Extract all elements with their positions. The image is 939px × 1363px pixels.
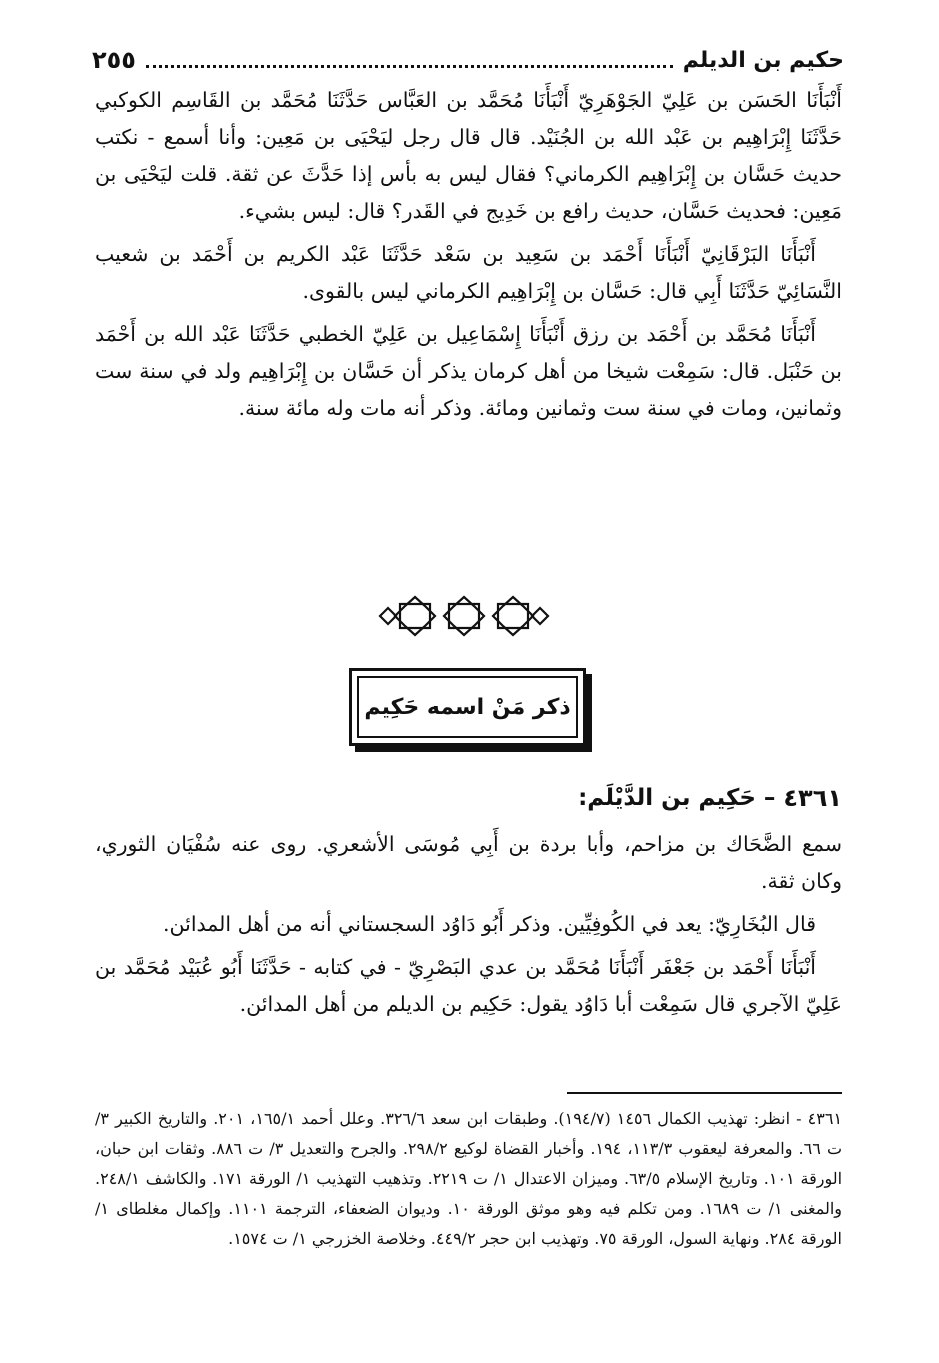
section-title-box: [349, 668, 586, 746]
entry-dash: –: [763, 785, 776, 811]
header-dot-leader: [146, 65, 673, 68]
previous-entry-text: [95, 82, 842, 433]
page-number: ٢٥٥: [92, 46, 136, 74]
entry-number: ٤٣٦١: [783, 784, 842, 812]
footnote-rule: [567, 1092, 842, 1094]
paragraph: سمع الضَّحَاك بن مزاحم، وأبا بردة بن أَبِي مُوسَى الأشعري. روى عنه سُفْيَان الثوري، وكان ثقة.: [95, 832, 842, 893]
footnote: [95, 1104, 842, 1254]
paragraph: قال البُخَارِيّ: يعد في الكُوفِيِّين. وذكر أَبُو دَاوُد السجستاني أنه من أهل المدائن.: [163, 912, 816, 936]
paragraph: أَنْبَأَنَا مُحَمَّد بن أَحْمَد بن رزق أَنْبَأَنَا إِسْمَاعِيل بن عَلِيّ الخطبي حَدَّثَنَا عَبْد الله بن أَحْمَد بن حَنْبَل. قال: سَمِعْت شيخا من أهل كرمان يذكر أن حَسَّان بن إِبْرَاهِيم ولد في سنة ست وثمانين، ومات في سنة ست وثمانين ومائة. وذكر أنه مات وله مائة سنة.: [95, 322, 842, 420]
ornament-divider: [378, 594, 550, 638]
section-title: ذكر مَنْ اسمه حَكِيم: [357, 676, 578, 738]
entry-text: [95, 826, 842, 1029]
header-title: حكيم بن الديلم: [682, 47, 844, 73]
paragraph: أَنْبَأَنَا البَرْقَانِيّ أَنْبَأَنَا أَحْمَد بن سَعِيد بن سَعْد حَدَّثَنَا عَبْد الكريم بن أَحْمَد بن شعيب النَّسَائِيّ حَدَّثَنَا أَبِي قال: حَسَّان بن إِبْرَاهِيم الكرماني ليس بالقوى.: [95, 242, 842, 303]
entry-name: حَكِيم بن الدَّيْلَم:: [578, 785, 756, 811]
paragraph: أَنْبَأَنَا أَحْمَد بن جَعْفَر أَنْبَأَنَا مُحَمَّد بن عدي البَصْرِيّ - في كتابه - حَدَّثَنَا أَبُو عُبَيْد مُحَمَّد بن عَلِيّ الآجري قال سَمِعْت أبا دَاوُد يقول: حَكِيم بن الديلم من أهل المدائن.: [95, 955, 842, 1016]
paragraph: أَنْبَأَنَا الحَسَن بن عَلِيّ الجَوْهَرِيّ أَنْبَأَنَا مُحَمَّد بن العَبَّاس حَدَّثَنَا مُحَمَّد بن القَاسِم الكوكبي حَدَّثَنَا إِبْرَاهِيم بن عَبْد الله بن الجُنَيْد. قال قال رجل ليَحْيَى بن مَعِين: وأنا أسمع - نكتب حديث حَسَّان بن إِبْرَاهِيم الكرماني؟ فقال ليس به بأس إذا حَدَّثَ عن ثقة. قلت ليَحْيَى بن مَعِين: فحديث حَسَّان، حديث رافع بن خَدِيج في القَدر؟ قال: ليس بشيء.: [95, 88, 842, 223]
running-header: [92, 38, 844, 82]
entry-heading: [95, 778, 842, 818]
footnote-text: ٤٣٦١ - انظر: تهذيب الكمال ١٤٥٦ (١٩٤/٧). وطبقات ابن سعد ٣٢٦/٦. وعلل أحمد ١٦٥/١، ٢٠١. والتاريخ الكبير ٣/ ت ٦٦. والمعرفة ليعقوب ١١٣/٣، ١٩٤. وأخبار القضاة لوكيع ٢٩٨/٢. والجرح والتعديل ٣/ ت ٨٨٦. وثقات ابن حبان، الورقة ١٠١. وتاريخ الإسلام ٦٣/٥. وميزان الاعتدال ١/ ت ٢٢١٩. وتذهيب التهذيب ١/ الورقة ١٧١. والكاشف ٢٤٨/١. والمغنى ١/ ت ١٦٨٩. ومن تكلم فيه وهو موثق الورقة ١٠. وديوان الضعفاء، الترجمة ١١٠١. وإكمال مغلطاى ١/ الورقة ٢٨٤. ونهاية السول، الورقة ٧٥. وتهذيب ابن حجر ٤٤٩/٢. وخلاصة الخزرجي ١/ ت ١٥٧٤.: [95, 1109, 843, 1248]
